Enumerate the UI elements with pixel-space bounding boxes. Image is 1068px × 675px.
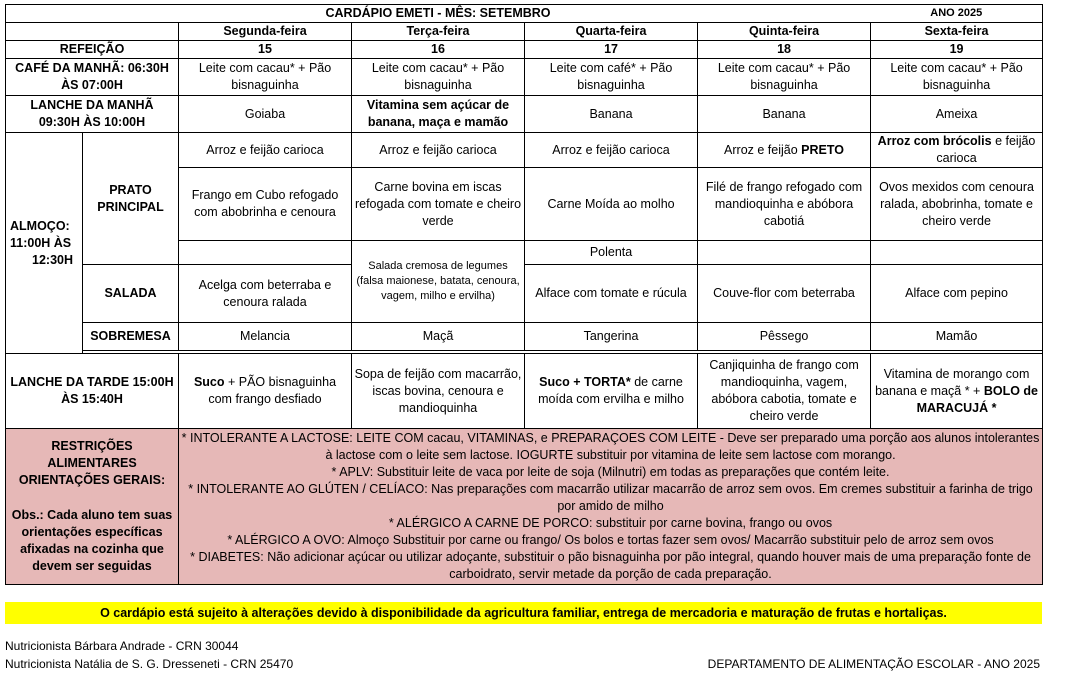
lanche-manha-cell: Ameixa [871,96,1043,133]
cafe-cell: Leite com cacau* + Pão bisnaguinha [698,59,871,96]
date-header: 17 [525,41,698,59]
restricoes-label [6,429,179,585]
restricao-item: * ALÉRGICO A OVO: Almoço Substituir por carne ou frango/ Os bolos e tortas fazer sem ovos/ Macarrão substituir pelo de arroz sem ovos [227,533,994,547]
lanche-manha-cell: Banana [698,96,871,133]
arroz-highlight: PRETO [801,142,845,157]
arroz-text: e feijão carioca [936,134,1036,165]
proteina-cell: Frango em Cubo refogado com abobrinha e cenoura [179,168,352,241]
nutricionista-1: Nutricionista Bárbara Andrade - CRN 30044 [5,639,239,653]
day-header: Quarta-feira [525,23,698,41]
arroz-text: Arroz e feijão [724,142,802,157]
refeicao-label: REFEIÇÃO [6,41,179,59]
arroz-cell: Arroz e feijão carioca [179,133,352,168]
lanche-tarde-cell [525,354,698,429]
lanche-tarde-highlight: BOLO de MARACUJÁ * [916,383,1038,415]
date-header: 16 [352,41,525,59]
salada-cell: Alface com tomate e rúcula [525,265,698,323]
menu-year: ANO 2025 [871,5,1043,23]
day-header: Segunda-feira [179,23,352,41]
lanche-manha-label-line1: LANCHE DA MANHÃ [30,98,154,112]
lanche-tarde-cell: Canjiquinha de frango com mandioquinha, vagem, abóbora cabotia, tomate e cheiro verde [698,354,871,429]
date-header: 19 [871,41,1043,59]
lanche-tarde-cell [179,354,352,429]
lanche-tarde-label: LANCHE DA TARDE 15:00H ÀS 15:40H [6,354,179,429]
menu-title: CARDÁPIO EMETI - MÊS: SETEMBRO [179,5,698,23]
menu-table [5,4,1043,585]
cafe-cell: Leite com cacau* + Pão bisnaguinha [179,59,352,96]
day-header: Sexta-feira [871,23,1043,41]
lanche-tarde-highlight: Suco [193,375,225,389]
restricao-item: * APLV: Substituir leite de vaca por leite de soja (Milnutri) em todas as preparações que contém leite. [331,465,890,479]
cafe-label: CAFÉ DA MANHÃ: 06:30H ÀS 07:00H [6,59,179,96]
salada-label: SALADA [83,265,179,323]
restricoes-title: RESTRIÇÕES ALIMENTARES ORIENTAÇÕES GERAIS: [18,439,166,487]
sobremesa-cell: Pêssego [698,323,871,351]
lanche-manha-cell: Vitamina sem açúcar de banana, maça e mamão [352,96,525,133]
proteina-cell: Carne Moída ao molho [525,168,698,241]
restricoes-obs: Obs.: Cada aluno tem suas orientações específicas afixadas na cozinha que devem ser seguidas [11,508,173,573]
lanche-manha-label [6,96,179,133]
lanche-tarde-text: de carne moída com ervilha e milho [538,375,684,406]
salada-cell: Couve-flor com beterraba [698,265,871,323]
sobremesa-cell: Melancia [179,323,352,351]
lanche-tarde-text: Vitamina de morango com banana e maçã * + [875,366,1030,398]
lanche-manha-cell: Goiaba [179,96,352,133]
lanche-manha-label-line2: 09:30H ÀS 10:00H [38,115,146,129]
almoco-label-line2: 11:00H ÀS [10,235,72,250]
sobremesa-cell: Mamão [871,323,1043,351]
proteina-cell: Carne bovina em iscas refogada com tomate e cheiro verde [352,168,525,241]
lanche-tarde-cell [871,354,1043,429]
arroz-cell [698,133,871,168]
cafe-cell: Leite com café* + Pão bisnaguinha [525,59,698,96]
cafe-cell: Leite com cacau* + Pão bisnaguinha [352,59,525,96]
nutricionista-2: Nutricionista Natália de S. G. Dresseneti - CRN 25470 [5,657,294,671]
restricao-item: * ALÉRGICO A CARNE DE PORCO: substituir por carne bovina, frango ou ovos [388,516,833,530]
proteina-cell: Ovos mexidos com cenoura ralada, abobrinha, tomate e cheiro verde [871,168,1043,241]
salada-cell: Acelga com beterraba e cenoura ralada [179,265,352,323]
notice-banner: O cardápio está sujeito à alterações devido à disponibilidade da agricultura familiar, entrega de mercadoria e maturação de frutas e hortaliças. [5,602,1042,624]
lanche-tarde-highlight: Suco + TORTA* [539,375,631,389]
departamento: DEPARTAMENTO DE ALIMENTAÇÃO ESCOLAR - ANO 2025 [707,657,1040,671]
sobremesa-label: SOBREMESA [83,323,179,351]
cafe-cell: Leite com cacau* + Pão bisnaguinha [871,59,1043,96]
date-header: 15 [179,41,352,59]
arroz-cell: Arroz e feijão carioca [352,133,525,168]
restricoes-list [179,429,1043,585]
arroz-highlight: Arroz com brócolis [877,134,992,148]
lanche-manha-cell: Banana [525,96,698,133]
date-header: 18 [698,41,871,59]
proteina-cell: Filé de frango refogado com mandioquinha e abóbora cabotiá [698,168,871,241]
restricao-item: * INTOLERANTE A LACTOSE: LEITE COM cacau, VITAMINAS, e PREPARAÇOES COM LEITE - Deve ser preparado uma porção aos alunos intolerantes à lactose com o leite sem lactose. IOGURTE substituir por vitamina de leite sem lactose com morango. [181,431,1040,462]
almoco-label-line1: ALMOÇO: [10,218,70,233]
salada-cell: Salada cremosa de legumes (falsa maionese, batata, cenoura, vagem, milho e ervilha) [352,241,525,323]
day-header: Terça-feira [352,23,525,41]
sobremesa-cell: Maçã [352,323,525,351]
lanche-tarde-text: + PÃO bisnaguinha com frango desfiado [208,375,337,406]
polenta-cell: Polenta [525,241,698,265]
restricao-item: * INTOLERANTE AO GLÚTEN / CELÍACO: Nas preparações com macarrão utilizar macarrão de arroz sem ovos. Em cremes substituir a farinha de trigo por amido de milho [188,482,1033,513]
lanche-tarde-cell: Sopa de feijão com macarrão, iscas bovina, cenoura e mandioquinha [352,354,525,429]
almoco-label [6,133,83,354]
salada-cell: Alface com pepino [871,265,1043,323]
almoco-label-line3: 12:30H [32,252,73,267]
restricao-item: * DIABETES: Não adicionar açúcar ou utilizar adoçante, substituir o pão bisnaguinha por pão integral, quando houver mais de uma preparação fonte de carboidrato, servir metade da porção de cada preparação. [190,550,1031,581]
sobremesa-cell: Tangerina [525,323,698,351]
prato-principal-label: PRATO PRINCIPAL [83,133,179,265]
arroz-cell: Arroz e feijão carioca [525,133,698,168]
arroz-cell [871,133,1043,168]
day-header: Quinta-feira [698,23,871,41]
